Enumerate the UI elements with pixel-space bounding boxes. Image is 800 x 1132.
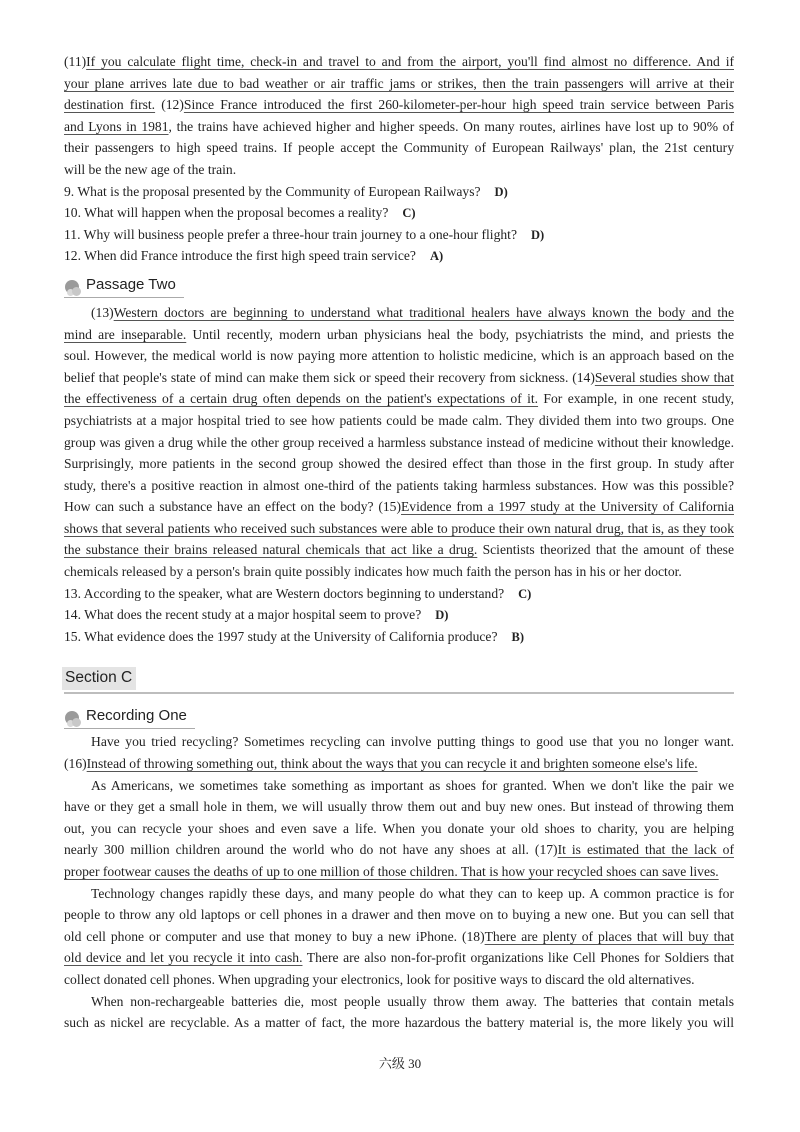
underlined-answer-text: shows that several patients who received such substances were able to produce their own natural drug, that is, as they took	[64, 520, 734, 536]
text-line	[64, 51, 734, 73]
text-line	[64, 753, 734, 775]
text-segment: such as nickel are recyclable. As a matter of fact, the more hazardous the battery material is, the more likely you will	[64, 1015, 734, 1031]
text-segment: Surprisingly, more patients in the second group showed the desired effect than those in the first group. In study after	[64, 456, 734, 472]
text-line	[64, 861, 734, 883]
underlined-answer-text: your plane arrives late due to bad weather or air traffic jams or strikes, then the train passengers will arrive at their	[64, 75, 734, 91]
passage-one-continuation	[64, 51, 734, 181]
answer-key: D)	[494, 184, 508, 199]
text-segment: Have you tried recycling? Sometimes recycling can involve putting things to good use that you no longer want.	[91, 734, 734, 750]
passage-two-text	[64, 302, 734, 583]
question-text: 10. What will happen when the proposal becomes a reality?	[64, 205, 389, 221]
text-segment: For example, in one recent study,	[538, 391, 735, 407]
text-segment: collect donated cell phones. When upgrading your electronics, look for positive ways to discard the old alternatives.	[64, 971, 695, 987]
text-segment: old cell phone or computer and use that money to buy a new iPhone. (18)	[64, 928, 485, 944]
text-segment: (13)	[91, 304, 114, 320]
text-line	[64, 73, 734, 95]
underlined-answer-text: Instead of throwing something out, think about the ways that you can recycle it and brighten someone else's life.	[86, 756, 698, 772]
paragraph	[64, 731, 734, 774]
text-segment: soul. However, the medical world is now paying more attention to holistic medicine, which is an approach based on the	[64, 348, 734, 364]
text-line	[64, 410, 734, 432]
paragraph	[64, 51, 734, 181]
text-line	[64, 324, 734, 346]
text-line	[64, 475, 734, 497]
text-line	[64, 904, 734, 926]
question-text: 14. What does the recent study at a major hospital seem to prove?	[64, 607, 422, 623]
text-segment: (16)	[64, 756, 87, 772]
underlined-answer-text: Since France introduced the first 260-kilometer-per-hour high speed train service between Paris	[183, 97, 735, 113]
underlined-answer-text: Several studies show that	[594, 369, 734, 385]
recording-one-text	[64, 731, 734, 1033]
bullet-circles-icon	[64, 710, 84, 728]
text-segment: chemicals released by a person's brain quite possibly indicates how much faith the person has in his or her doctor.	[64, 564, 682, 580]
text-line	[64, 1012, 734, 1034]
text-line	[64, 561, 734, 583]
text-line	[64, 796, 734, 818]
text-segment: have or they get a small hole in them, we will usually throw them out and buy new ones. But instead of throwing them	[64, 799, 734, 815]
underlined-answer-text: If you calculate flight time, check-in and travel to and from the airport, you'll find almost no difference. And if	[86, 54, 734, 69]
underlined-answer-text: and Lyons in 1981	[64, 118, 169, 134]
text-line	[64, 969, 734, 991]
text-line	[64, 926, 734, 948]
underlined-answer-text: Western doctors are beginning to understand what traditional healers have always known the body and the	[113, 304, 734, 320]
text-segment: , the trains have achieved higher and higher speeds. On many routes, airlines have lost up to 90% of	[168, 118, 734, 134]
text-segment: psychiatrists at a major hospital tried to see how patients could be made calm. They divided them into two groups. One	[64, 412, 734, 428]
recording-one-heading	[64, 694, 734, 731]
question-text: 15. What evidence does the 1997 study at the University of California produce?	[64, 628, 498, 644]
paragraph	[64, 302, 734, 583]
underlined-answer-text: Evidence from a 1997 study at the University of California	[401, 499, 734, 515]
section-c-heading	[64, 664, 734, 694]
text-segment: Scientists theorized that the amount of these	[477, 542, 734, 558]
answer-key: C)	[402, 206, 416, 221]
text-segment: will be the new age of the train.	[64, 161, 237, 177]
underlined-answer-text: proper footwear causes the deaths of up to one million of those children. That is how your recycled shoes can save lives.	[64, 864, 719, 879]
underlined-answer-text: the substance their brains released natural chemicals that act like a drug.	[64, 542, 478, 558]
passage-one-questions	[64, 181, 734, 267]
question-item	[64, 583, 734, 605]
text-segment: (11)	[64, 54, 87, 69]
paragraph	[64, 991, 734, 1034]
text-line	[64, 367, 734, 389]
text-segment: nearly 300 million children around the world who do not have any shoes at all. (17)	[64, 842, 558, 858]
text-segment: How can such a substance have an effect on the body? (15)	[64, 499, 401, 515]
text-line	[64, 839, 734, 861]
text-segment: belief that people's state of mind can make them sick or speed their recovery from sickness. (14)	[64, 369, 595, 385]
text-line	[64, 137, 734, 159]
question-item	[64, 245, 734, 267]
text-line	[64, 731, 734, 753]
text-segment: Technology changes rapidly these days, and many people do what they can to keep up. A common practice is for	[91, 885, 734, 901]
text-line	[64, 453, 734, 475]
underlined-answer-text: old device and let you recycle it into cash.	[64, 950, 303, 966]
question-text: 12. When did France introduce the first high speed train service?	[64, 248, 416, 264]
text-segment: people to throw any old laptops or cell phones in a drawer and then move on to buying a new one. But you can sell that	[64, 907, 734, 923]
text-segment: Until recently, modern urban physicians heal the body, psychiatrists the mind, and priests the	[186, 326, 734, 342]
question-item	[64, 604, 734, 626]
text-line	[64, 883, 734, 905]
section-c-title: Section C	[62, 667, 136, 690]
text-line	[64, 345, 734, 367]
bullet-circles-icon	[64, 279, 84, 297]
text-segment: group was given a drug while the other group received a harmless substance instead of medicine without their knowledge.	[64, 434, 734, 450]
paragraph	[64, 775, 734, 883]
text-line	[64, 991, 734, 1013]
text-line	[64, 432, 734, 454]
paragraph	[64, 883, 734, 991]
text-line	[64, 94, 734, 116]
text-line	[64, 539, 734, 561]
text-segment: their passengers to high speed trains. If people accept the Community of European Railways' plan, the 21st century	[64, 140, 734, 156]
document-page	[64, 51, 734, 1034]
text-line	[64, 116, 734, 138]
passage-two-title: Passage Two	[86, 275, 176, 293]
underlined-answer-text: mind are inseparable.	[64, 326, 187, 342]
question-item	[64, 202, 734, 224]
text-segment: When non-rechargeable batteries die, most people usually throw them away. The batteries that contain metals	[91, 993, 734, 1009]
text-line	[64, 388, 734, 410]
question-item	[64, 626, 734, 648]
question-text: 13. According to the speaker, what are Western doctors beginning to understand?	[64, 585, 505, 601]
text-line	[64, 496, 734, 518]
text-segment: As Americans, we sometimes take something as important as shoes for granted. When we don't like the pair we	[91, 777, 734, 793]
underlined-answer-text: destination first.	[64, 97, 156, 113]
recording-one-title: Recording One	[86, 707, 187, 725]
passage-two-questions	[64, 583, 734, 648]
answer-key: D)	[435, 608, 449, 623]
text-segment: study, there's a positive reaction in almost one-third of the patients taking harmless substances. How was this possible?	[64, 477, 734, 493]
text-segment: out, you can recycle your shoes and even save a life. When you donate your old shoes to charity, you are helping	[64, 820, 734, 836]
question-item	[64, 224, 734, 246]
answer-key: D)	[531, 227, 545, 242]
question-item	[64, 181, 734, 203]
underlined-answer-text: It is estimated that the lack of	[557, 842, 735, 858]
text-line	[64, 818, 734, 840]
text-line	[64, 518, 734, 540]
passage-two-heading	[64, 267, 734, 302]
underlined-answer-text: the effectiveness of a certain drug often depends on the patient's expectations of it.	[64, 391, 539, 407]
text-line	[64, 159, 734, 181]
text-line	[64, 302, 734, 324]
answer-key: B)	[511, 629, 524, 644]
question-text: 11. Why will business people prefer a three-hour train journey to a one-hour flight?	[64, 226, 517, 242]
text-line	[64, 947, 734, 969]
underlined-answer-text: There are plenty of places that will buy that	[484, 928, 734, 944]
text-line	[64, 775, 734, 797]
text-segment: (12)	[155, 97, 184, 113]
question-text: 9. What is the proposal presented by the Community of European Railways?	[64, 183, 481, 199]
text-segment: There are also non-for-profit organizations like Cell Phones for Soldiers that	[302, 950, 734, 966]
answer-key: A)	[429, 249, 444, 264]
answer-key: C)	[518, 586, 532, 601]
page-number: 六级 30	[378, 1056, 422, 1071]
